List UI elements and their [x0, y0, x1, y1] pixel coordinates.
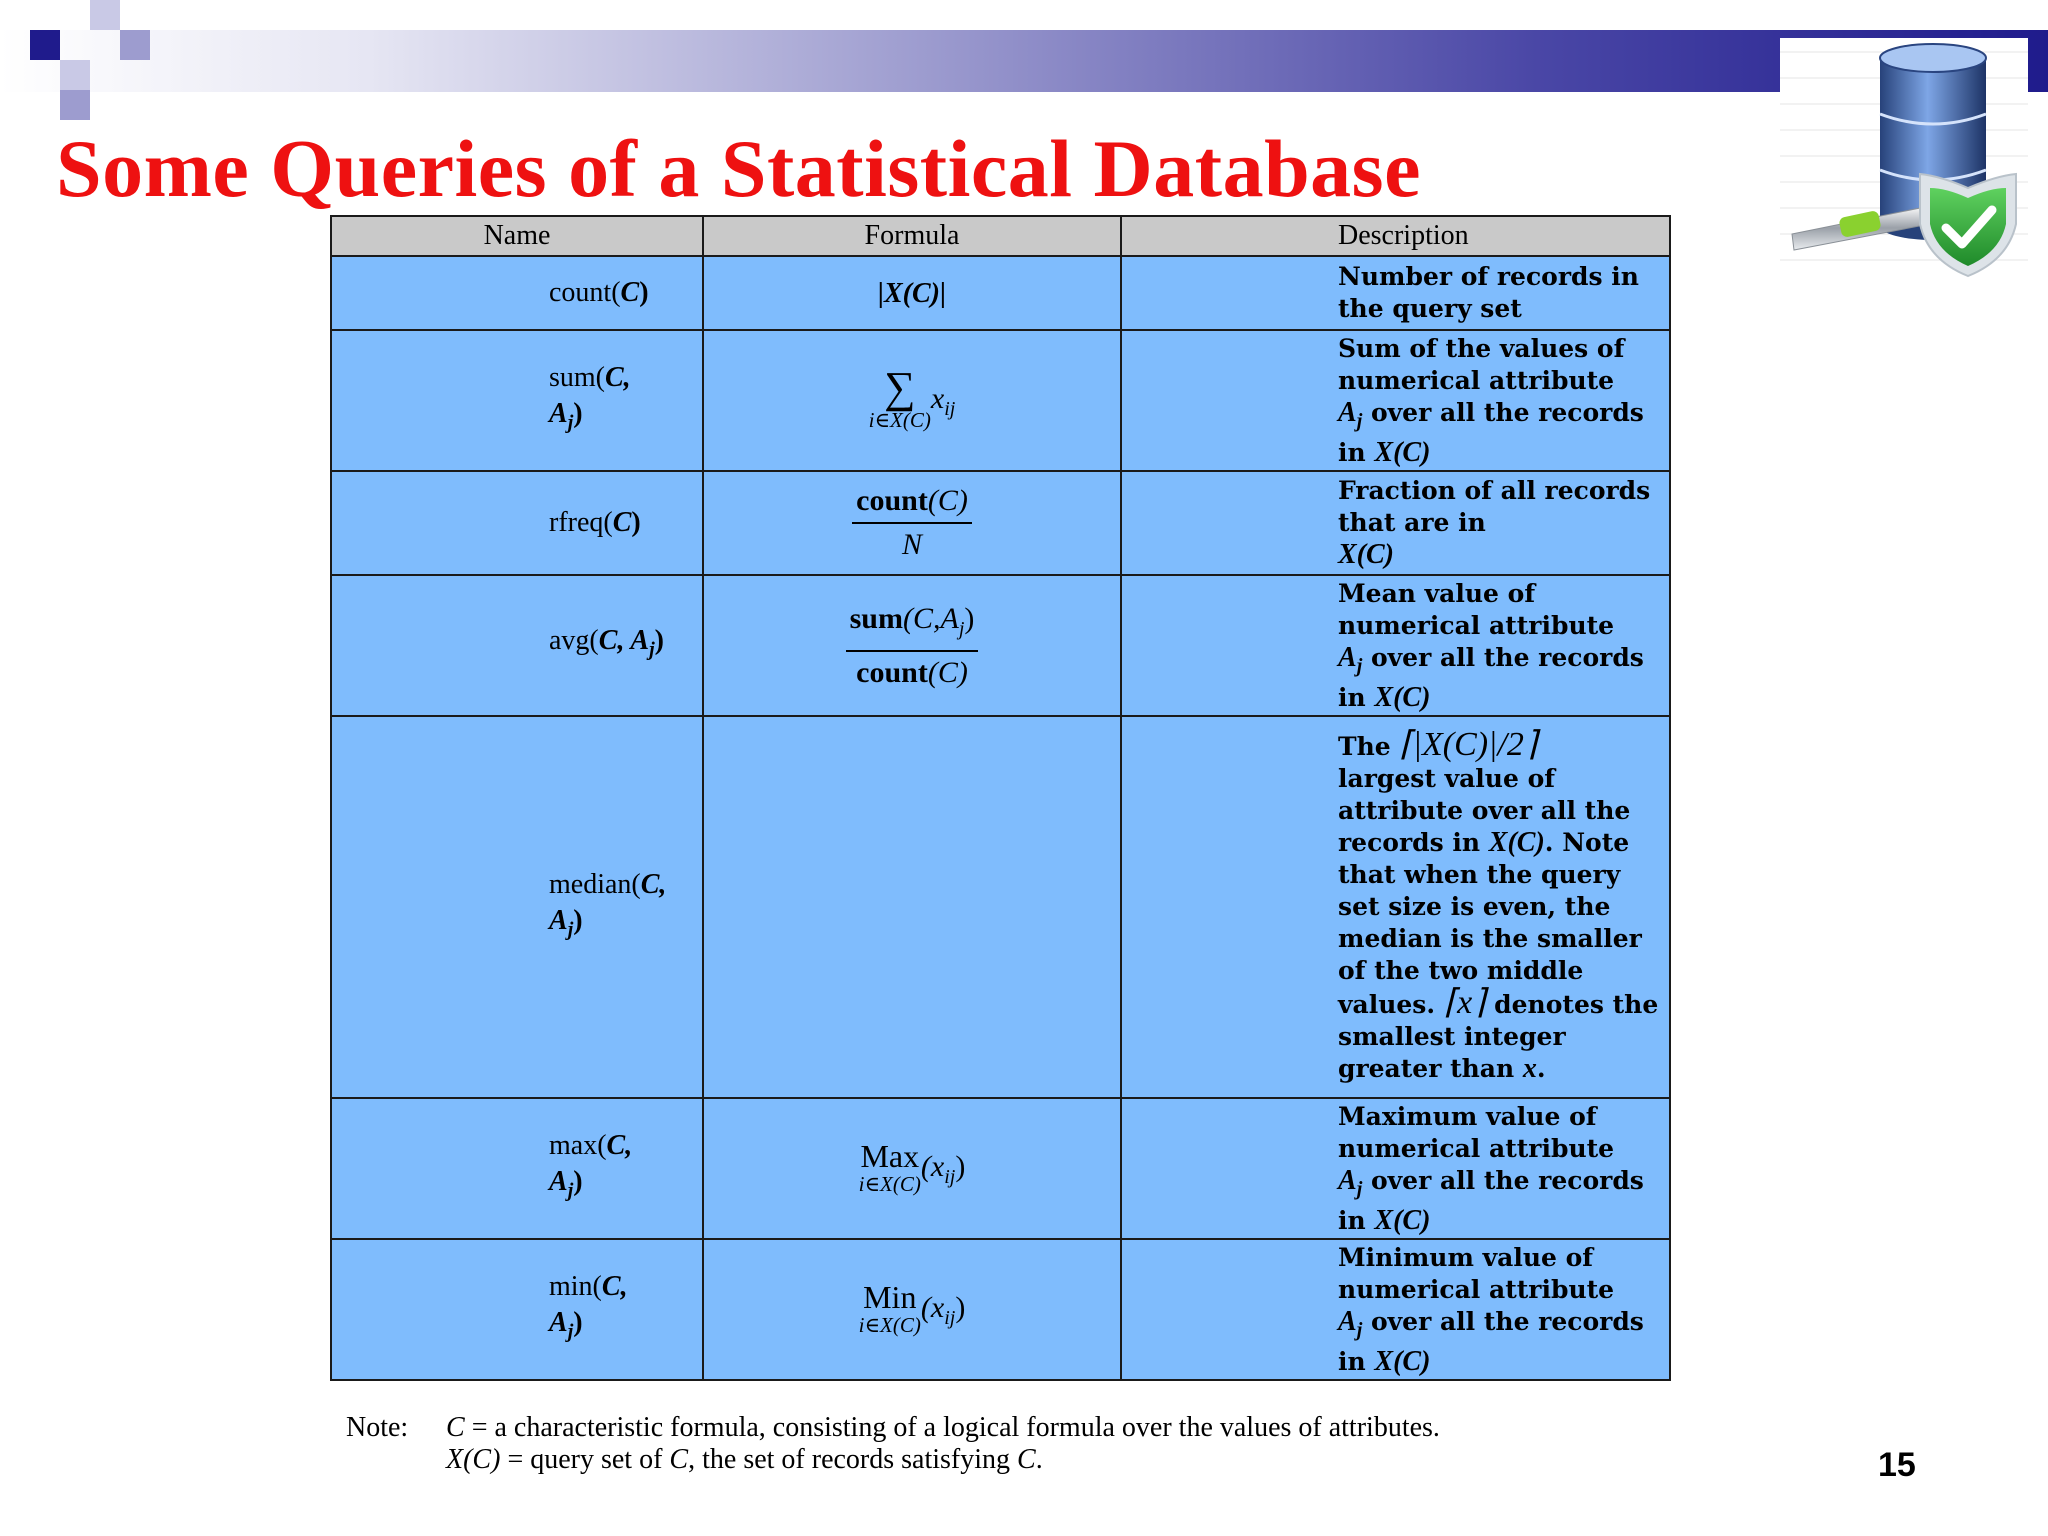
formula-subscript: i∈X(C)	[858, 1171, 921, 1196]
formula-sub: j	[958, 617, 965, 640]
note-text: = a characteristic formula, consisting of a logical formula over the values of attributes.	[464, 1412, 1440, 1443]
formula-stack	[868, 362, 931, 433]
formula-subscript: i∈X(C)	[858, 1312, 921, 1337]
note-var: C	[1017, 1444, 1036, 1475]
note-line-2	[346, 1444, 1440, 1476]
desc-math: A	[1338, 1305, 1357, 1337]
desc-text: .	[1536, 1054, 1546, 1083]
note-text: = query set of	[500, 1444, 670, 1475]
query-description	[1121, 1239, 1670, 1380]
query-name	[331, 575, 703, 716]
query-name	[331, 256, 703, 330]
desc-math: A	[1338, 1164, 1357, 1196]
formula-stack	[858, 1137, 921, 1197]
formula-stack	[858, 1278, 921, 1338]
statistical-queries-table	[330, 215, 1671, 1381]
fn-args: A	[549, 1307, 568, 1339]
query-description: Number of records in the query set	[1121, 256, 1670, 330]
decor-square	[30, 30, 60, 60]
desc-math: A	[1338, 396, 1357, 428]
desc-text: over all the records in	[1338, 397, 1644, 467]
header-gradient-band	[0, 30, 2048, 92]
desc-text: Fraction of all records that are in	[1338, 476, 1651, 537]
fn-name: max(	[549, 1130, 607, 1162]
desc-math-sub: j	[1356, 409, 1363, 432]
fn-args: A	[549, 904, 568, 936]
page-number: 15	[1878, 1446, 1916, 1484]
query-name	[331, 716, 703, 1098]
note-label: Note:	[346, 1412, 409, 1443]
fraction-denominator: N	[901, 528, 922, 561]
header-description: Description	[1121, 216, 1670, 256]
fn-close: )	[573, 398, 583, 430]
desc-math: x	[1522, 1053, 1537, 1084]
desc-text: The	[1338, 732, 1391, 761]
fn-name: sum(	[549, 362, 605, 394]
slide-title: Some Queries of a Statistical Database	[56, 123, 1421, 214]
formula-arg: (C)	[927, 655, 968, 689]
fn-close: )	[573, 1166, 583, 1198]
desc-math: ⌈x⌉	[1443, 984, 1486, 1021]
query-name	[331, 1098, 703, 1239]
formula-term: (x	[920, 1290, 945, 1324]
formula-arg: (C)	[927, 484, 968, 517]
formula-fn: sum	[849, 601, 903, 635]
formula-arg: (C,A	[902, 601, 959, 635]
header-formula: Formula	[703, 216, 1121, 256]
fn-args: C,	[640, 868, 667, 900]
query-description	[1121, 330, 1670, 471]
query-name	[331, 471, 703, 575]
decor-square	[120, 30, 150, 60]
fn-sub: j	[567, 1320, 574, 1343]
query-description	[1121, 716, 1670, 1098]
formula-close: )	[955, 1149, 966, 1183]
note-text: , the set of records satisfying	[688, 1444, 1018, 1475]
fn-name: avg(	[549, 625, 599, 657]
fn-sub: j	[567, 411, 574, 434]
fn-args: C,	[606, 1130, 633, 1162]
desc-math-sub: j	[1356, 1177, 1363, 1200]
database-shield-check-icon	[1780, 38, 2028, 288]
table-row	[331, 471, 1670, 575]
fn-args: C,	[601, 1271, 628, 1303]
formula-text: |X(C)|	[877, 278, 947, 309]
desc-math: X(C)	[1488, 827, 1545, 858]
fn-name: rfreq(	[549, 507, 613, 538]
fraction-numerator	[852, 480, 972, 524]
formula-op: Max	[860, 1137, 920, 1174]
fn-args: C,	[605, 362, 631, 394]
desc-text: denotes the smallest integer greater than	[1338, 990, 1659, 1083]
query-name	[331, 1239, 703, 1380]
query-formula	[703, 256, 1121, 330]
formula-close: )	[955, 1290, 966, 1324]
desc-math: X(C)	[1374, 436, 1431, 468]
desc-text: Mean value of numerical attribute	[1338, 578, 1615, 640]
desc-math: A	[1338, 641, 1357, 673]
desc-math: X(C)	[1374, 681, 1431, 713]
desc-text: largest value of attribute over all the records in	[1338, 764, 1631, 857]
desc-text: over all the records in	[1338, 1165, 1644, 1235]
table-header-row	[331, 216, 1670, 256]
table-note	[346, 1412, 1440, 1476]
fn-close: )	[654, 625, 664, 657]
desc-math: X(C)	[1338, 539, 1394, 570]
query-name	[331, 330, 703, 471]
fn-name: min(	[549, 1271, 602, 1303]
formula-term-sub: ij	[944, 397, 956, 420]
fraction-numerator	[846, 598, 979, 652]
formula-term: x	[930, 381, 945, 415]
desc-text: Sum of the values of numerical attribute	[1338, 333, 1625, 395]
fn-sub: j	[567, 1179, 574, 1202]
note-var: C	[669, 1444, 689, 1475]
fn-close: )	[573, 904, 583, 936]
fn-sub: j	[649, 638, 655, 661]
formula-fn: count	[856, 484, 928, 517]
query-formula	[703, 1239, 1121, 1380]
desc-math: ⌈|X(C)|/2⌉	[1399, 726, 1538, 763]
table-row	[331, 1239, 1670, 1380]
decor-square	[90, 0, 120, 30]
fn-args: C	[620, 277, 640, 308]
fn-args: C	[612, 507, 632, 538]
formula-op: Min	[863, 1278, 917, 1315]
fn-name: count(	[549, 277, 621, 308]
table-row	[331, 330, 1670, 471]
query-formula	[703, 330, 1121, 471]
formula-term-sub: ij	[944, 1306, 956, 1329]
table-row	[331, 716, 1670, 1098]
desc-text: Maximum value of numerical attribute	[1338, 1101, 1615, 1163]
note-var: X(C)	[446, 1444, 501, 1475]
desc-text: Minimum value of numerical attribute	[1338, 1242, 1615, 1304]
formula-term-sub: ij	[944, 1165, 956, 1188]
formula-fraction	[846, 598, 979, 694]
query-formula	[703, 471, 1121, 575]
desc-math: X(C)	[1374, 1204, 1431, 1236]
note-line-1	[346, 1412, 1440, 1444]
desc-math: X(C)	[1374, 1345, 1431, 1377]
query-formula	[703, 575, 1121, 716]
desc-math-sub: j	[1356, 1318, 1363, 1341]
note-text: .	[1035, 1444, 1043, 1475]
fn-args: A	[549, 1166, 568, 1198]
desc-text: over all the records in	[1338, 642, 1644, 712]
fn-close: )	[573, 1307, 583, 1339]
formula-fraction	[852, 480, 972, 566]
formula-subscript: i∈X(C)	[868, 407, 931, 432]
decor-square	[60, 90, 90, 120]
header-name: Name	[331, 216, 703, 256]
formula-close: )	[964, 601, 975, 635]
fn-args: C, A	[598, 625, 650, 657]
table-row	[331, 575, 1670, 716]
note-var: C	[446, 1412, 465, 1443]
fn-sub: j	[567, 918, 574, 941]
desc-math-sub: j	[1356, 654, 1363, 677]
fn-name: median(	[549, 868, 641, 900]
query-description	[1121, 471, 1670, 575]
query-description	[1121, 1098, 1670, 1239]
table-row	[331, 256, 1670, 330]
formula-term: (x	[920, 1149, 945, 1183]
decor-square	[60, 60, 90, 90]
desc-text: over all the records in	[1338, 1306, 1644, 1376]
query-formula	[703, 1098, 1121, 1239]
fn-close: )	[639, 277, 649, 308]
query-formula-empty	[703, 716, 1121, 1098]
fn-close: )	[631, 507, 641, 538]
desc-text: . Note that when the query set size is even, the median is the smaller of the two middle values.	[1338, 828, 1642, 1019]
formula-fn: count	[856, 655, 928, 689]
sigma-symbol: ∑	[884, 362, 916, 412]
table-row	[331, 1098, 1670, 1239]
fn-args: A	[549, 398, 568, 430]
fraction-denominator	[846, 652, 979, 694]
query-description	[1121, 575, 1670, 716]
